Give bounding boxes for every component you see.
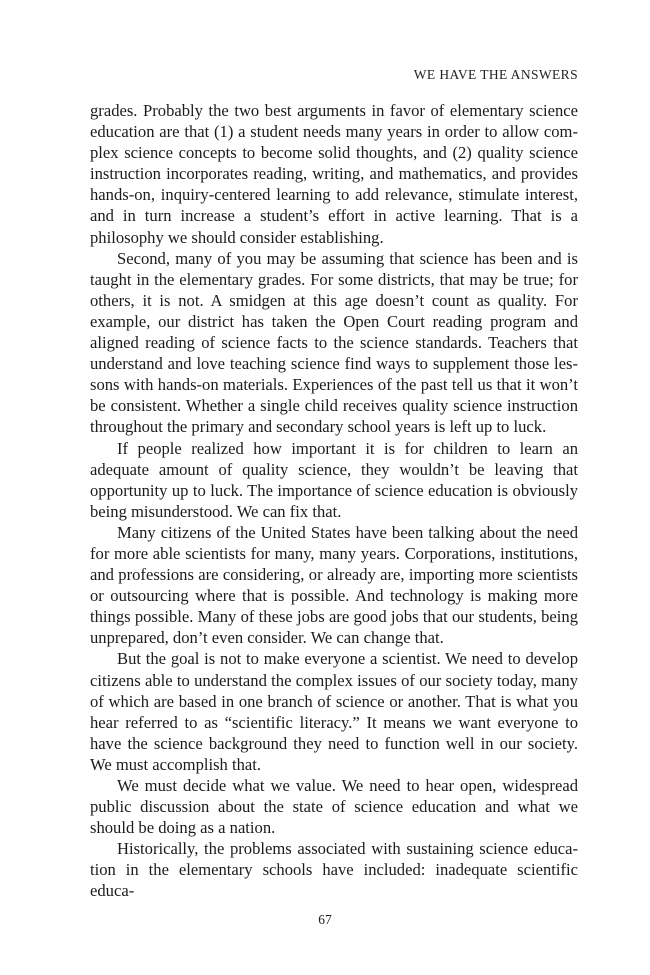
paragraph: We must decide what we value. We need to hear open, widespread public discussion about the state of science education and what we should be doing as a nation. (90, 776, 578, 838)
paragraph-continuation: grades. Probably the two best arguments in favor of elementary science education are that (1) a student needs many years in order to allow complex science concepts to become solid thoughts, and (2) quality science instruction incorporates reading, writing, and mathematics, and provides hands-on, inquiry-centered learning to add relevance, stimulate interest, and in turn increase a student’s effort in active learning. That is a philosophy we should consider establishing. (90, 101, 578, 247)
paragraph: Historically, the problems associated with sustaining science education in the elementary schools have included: inadequate scientific educa- (90, 839, 578, 901)
paragraph: If people realized how important it is for children to learn an adequate amount of quality science, they wouldn’t be leaving that opportunity up to luck. The importance of science education is obviously being misunderstood. We can fix that. (90, 438, 578, 521)
running-head: WE HAVE THE ANSWERS (413, 67, 578, 82)
paragraph: But the goal is not to make everyone a scientist. We need to develop citizens able to understand the complex issues of our society today, many of which are based in one branch of science or another. That is what you hear referred to as “scientific literacy.” It means we want everyone to have the science background they need to function well in our society. We must accomplish that. (90, 649, 578, 774)
page-number: 67 (318, 912, 332, 927)
paragraph: Many citizens of the United States have been talking about the need for more able scientists for many, many years. Corporations, institutions, and professions are considering, or already are, importing more scientists or outsourcing where that is possible. And technology is making more things possible. Many of these jobs are good jobs that our students, being unprepared, don’t even consider. We can change that. (90, 522, 578, 648)
paragraph: Second, many of you may be assuming that science has been and is taught in the elementary grades. For some districts, that may be true; for others, it is not. A smidgen at this age doesn’t count as quality. For example, our district has taken the Open Court reading program and aligned reading of science facts to the science standards. Teachers that understand and love teaching science find ways to supplement those lessons with hands-on materials. Experiences of the past tell us that it won’t be consistent. Whether a single child receives quality science instruction throughout the primary and secondary school years is left up to luck. (90, 248, 578, 437)
body-text (90, 100, 578, 902)
